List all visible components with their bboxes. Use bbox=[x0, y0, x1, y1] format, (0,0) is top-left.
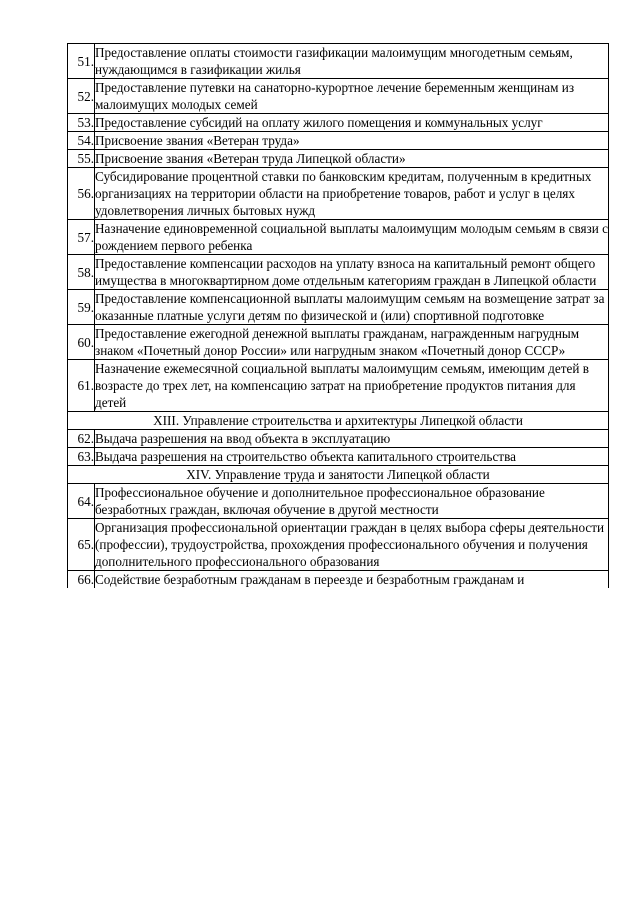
table-row bbox=[68, 168, 609, 220]
row-number: 61. bbox=[68, 360, 95, 412]
row-number: 52. bbox=[68, 79, 95, 114]
table-row bbox=[68, 430, 609, 448]
service-name: Присвоение звания «Ветеран труда» bbox=[95, 132, 609, 150]
row-number: 55. bbox=[68, 150, 95, 168]
service-name: Предоставление компенсации расходов на уплату взноса на капитальный ремонт общего имущества в многоквартирном доме отдельным категориям граждан в Липецкой области bbox=[95, 255, 609, 290]
table-row bbox=[68, 220, 609, 255]
table-row bbox=[68, 290, 609, 325]
table-row bbox=[68, 484, 609, 519]
service-name: Назначение единовременной социальной выплаты малоимущим молодым семьям в связи с рождением первого ребенка bbox=[95, 221, 608, 253]
services-table bbox=[67, 43, 609, 588]
section-header-row bbox=[68, 412, 609, 430]
row-number: 65. bbox=[68, 519, 95, 571]
service-name: Предоставление оплаты стоимости газификации малоимущим многодетным семьям, нуждающимся в газификации жилья bbox=[95, 44, 609, 79]
table-row bbox=[68, 325, 609, 360]
service-name: Организация профессиональной ориентации граждан в целях выбора сферы деятельности (профессии), трудоустройства, прохождения профессионального обучения и получения дополнительного профессионального образования bbox=[95, 519, 609, 571]
row-number: 58. bbox=[68, 255, 95, 290]
table-row bbox=[68, 114, 609, 132]
section-header-row bbox=[68, 466, 609, 484]
service-name: Предоставление субсидий на оплату жилого помещения и коммунальных услуг bbox=[95, 114, 609, 132]
services-table-body bbox=[68, 44, 609, 589]
row-number: 62. bbox=[68, 430, 95, 448]
row-number: 64. bbox=[68, 484, 95, 519]
table-row bbox=[68, 360, 609, 412]
table-row bbox=[68, 79, 609, 114]
service-name: Присвоение звания «Ветеран труда Липецкой области» bbox=[95, 150, 609, 168]
row-number: 56. bbox=[68, 168, 95, 220]
service-name: Предоставление ежегодной денежной выплаты гражданам, награжденным нагрудным знаком «Почетный донор России» или нагрудным знаком «Почетный донор СССР» bbox=[95, 325, 609, 360]
service-name: Выдача разрешения на строительство объекта капитального строительства bbox=[95, 448, 609, 466]
section-title: XIV. Управление труда и занятости Липецкой области bbox=[68, 466, 609, 484]
section-title: XIII. Управление строительства и архитектуры Липецкой области bbox=[68, 412, 609, 430]
service-name: Содействие безработным гражданам в переезде и безработным гражданам и bbox=[95, 571, 609, 589]
table-row bbox=[68, 255, 609, 290]
row-number: 51. bbox=[68, 44, 95, 79]
service-name: Выдача разрешения на ввод объекта в эксплуатацию bbox=[95, 430, 609, 448]
row-number: 54. bbox=[68, 132, 95, 150]
service-name: Предоставление компенсационной выплаты малоимущим семьям на возмещение затрат за оказанные платные услуги детям по физической и (или) спортивной подготовке bbox=[95, 290, 609, 325]
table-row bbox=[68, 150, 609, 168]
table-row bbox=[68, 571, 609, 589]
table-row bbox=[68, 132, 609, 150]
table-row bbox=[68, 448, 609, 466]
row-number: 63. bbox=[68, 448, 95, 466]
row-number: 60. bbox=[68, 325, 95, 360]
table-row bbox=[68, 519, 609, 571]
row-number: 66. bbox=[68, 571, 95, 589]
service-name: Предоставление путевки на санаторно-курортное лечение беременным женщинам из малоимущих молодых семей bbox=[95, 79, 609, 114]
row-number: 59. bbox=[68, 290, 95, 325]
service-name: Назначение ежемесячной социальной выплаты малоимущим семьям, имеющим детей в возрасте до трех лет, на компенсацию затрат на приобретение продуктов питания для детей bbox=[95, 360, 609, 412]
row-number: 57. bbox=[68, 220, 95, 255]
row-number: 53. bbox=[68, 114, 95, 132]
service-name: Субсидирование процентной ставки по банковским кредитам, полученным в кредитных организациях на территории области на приобретение товаров, работ и услуг в целях удовлетворения личных бытовых нужд bbox=[95, 168, 609, 220]
service-name: Профессиональное обучение и дополнительное профессиональное образование безработных граждан, включая обучение в другой местности bbox=[95, 484, 609, 519]
table-row bbox=[68, 44, 609, 79]
